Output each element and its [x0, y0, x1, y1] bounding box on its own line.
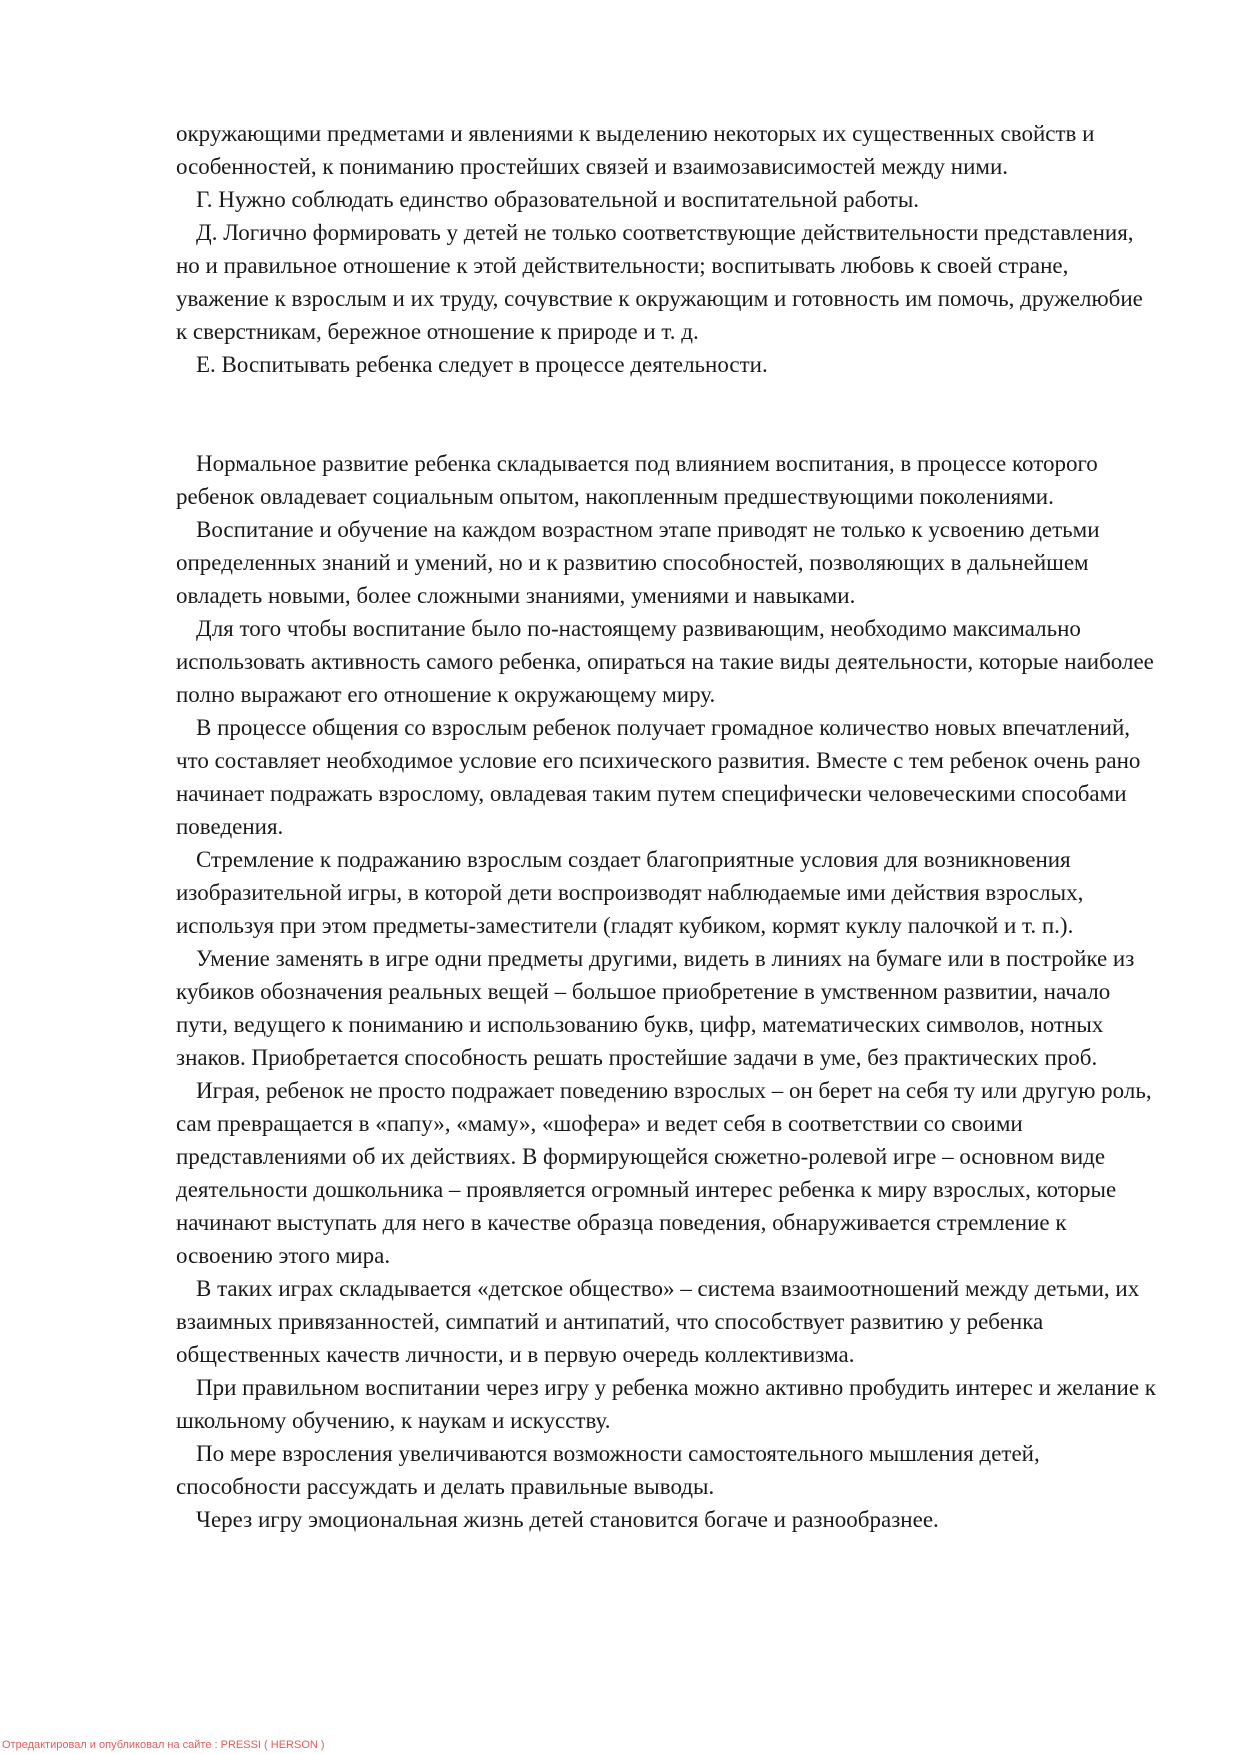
paragraph: Е. Воспитывать ребенка следует в процессе деятельности.: [196, 352, 768, 377]
paragraph: Воспитание и обучение на каждом возрастном этапе приводят не только к усвоению детьми определенных знаний и умений, но и к развитию способностей, позволяющих в дальнейшем овладеть новыми, более сложными знаниями, умениями и навыками.: [176, 517, 1100, 608]
paragraph: При правильном воспитании через игру у ребенка можно активно пробудить интерес и желание к школьному обучению, к наукам и искусству.: [176, 1375, 1156, 1433]
paragraph: Г. Нужно соблюдать единство образовательной и воспитательной работы.: [196, 187, 920, 212]
paragraph: Умение заменять в игре одни предметы другими, видеть в линиях на бумаге или в постройке из кубиков обозначения реальных вещей – большое приобретение в умственном развитии, начало пути, ведущего к пониманию и использованию букв, цифр, математических символов, нотных знаков. Приобретается способность решать простейшие задачи в уме, без практических проб.: [176, 946, 1135, 1070]
paragraph: Стремление к подражанию взрослым создает благоприятные условия для возникновения изобразительной игры, в которой дети воспроизводят наблюдаемые ими действия взрослых, используя при этом предметы-заместители (гладят кубиком, кормят куклу палочкой и т. п.).: [176, 847, 1084, 938]
paragraph: В таких играх складывается «детское общество» – система взаимоотношений между детьми, их взаимных привязанностей, симпатий и антипатий, что способствует развитию у ребенка общественных качеств личности, и в первую очередь коллективизма.: [176, 1276, 1140, 1367]
paragraph: окружающими предметами и явлениями к выделению некоторых их существенных свойств и особенностей, к пониманию простейших связей и взаимозависимостей между ними.: [176, 121, 1095, 179]
footer-credit: Отредактировал и опубликовал на сайте : PRESSI ( HERSON ): [2, 1739, 325, 1751]
paragraph: Играя, ребенок не просто подражает поведению взрослых – он берет на себя ту или другую роль, сам превращается в «папу», «маму», «шофера» и ведет себя в соответствии со своими представлениями об их действиях. В формирующейся сюжетно-ролевой игре – основном виде деятельности дошкольника – проявляется огромный интерес ребенка к миру взрослых, которые начинают выступать для него в качестве образца поведения, обнаруживается стремление к освоению этого мира.: [176, 1078, 1152, 1268]
paragraph: Д. Логично формировать у детей не только соответствующие действительности представления, но и правильное отношение к этой действительности; воспитывать любовь к своей стране, уважение к взрослым и их труду, сочувствие к окружающим и готовность им помочь, дружелюбие к сверстникам, бережное отношение к природе и т. д.: [176, 220, 1143, 344]
paragraph: По мере взросления увеличиваются возможности самостоятельного мышления детей, способности рассуждать и делать правильные выводы.: [176, 1441, 1040, 1499]
paragraph: Нормальное развитие ребенка складывается под влиянием воспитания, в процессе которого ребенок овладевает социальным опытом, накопленным предшествующими поколениями.: [176, 451, 1098, 509]
paragraph: Через игру эмоциональная жизнь детей становится богаче и разнообразнее.: [196, 1507, 939, 1532]
text-block-top: [176, 117, 1158, 381]
paragraph: В процессе общения со взрослым ребенок получает громадное количество новых впечатлений, что составляет необходимое условие его психического развития. Вместе с тем ребенок очень рано начинает подражать взрослому, овладевая таким путем специфически человеческими способами поведения.: [176, 715, 1141, 839]
paragraph: Для того чтобы воспитание было по-настоящему развивающим, необходимо максимально использовать активность самого ребенка, опираться на такие виды деятельности, которые наиболее полно выражают его отношение к окружающему миру.: [176, 616, 1154, 707]
text-block-main: [176, 447, 1158, 1536]
